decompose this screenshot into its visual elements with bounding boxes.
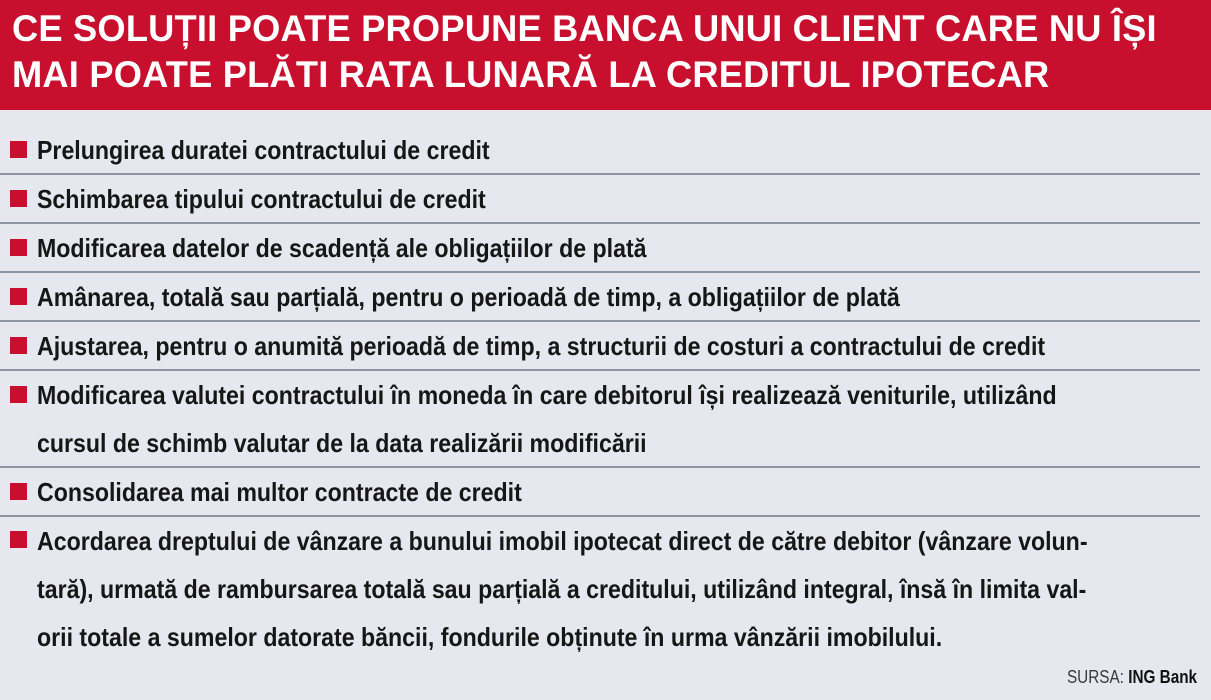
square-bullet-icon: [10, 239, 27, 256]
list-item: [0, 273, 1200, 322]
list-item: [0, 371, 1200, 468]
list-item: [0, 224, 1200, 273]
list-item-text: Modificarea valutei contractului în moneda în care debitorul își realizează veniturile, utilizând cursul de schimb valutar de la data realizării modificării: [37, 380, 1057, 458]
square-bullet-icon: [10, 337, 27, 354]
list-item-text: Schimbarea tipului contractului de credit: [37, 184, 486, 214]
header-banner: [0, 0, 1211, 110]
list-item-text: Consolidarea mai multor contracte de credit: [37, 477, 522, 507]
square-bullet-icon: [10, 483, 27, 500]
page-title: [12, 6, 1168, 98]
square-bullet-icon: [10, 288, 27, 305]
source-credit: [1067, 667, 1197, 688]
source-name: ING Bank: [1128, 667, 1197, 687]
list-item-text: Amânarea, totală sau parțială, pentru o perioadă de timp, a obligațiilor de plată: [37, 282, 900, 312]
list-item: [0, 175, 1200, 224]
list-item: [0, 468, 1200, 517]
square-bullet-icon: [10, 531, 27, 548]
list-item-text: Modificarea datelor de scadență ale obligațiilor de plată: [37, 233, 647, 263]
source-label: SURSA:: [1066, 667, 1124, 687]
list-item: [0, 322, 1200, 371]
list-item: [0, 517, 1200, 665]
list-item: [0, 126, 1200, 175]
list-item-text: Ajustarea, pentru o anumită perioadă de timp, a structurii de costuri a contractului de credit: [37, 331, 1046, 361]
square-bullet-icon: [10, 386, 27, 403]
square-bullet-icon: [10, 141, 27, 158]
square-bullet-icon: [10, 190, 27, 207]
title-line-2: MAI POATE PLĂTI RATA LUNARĂ LA CREDITUL IPOTECAR: [12, 54, 1050, 95]
list-item-text: Prelungirea duratei contractului de credit: [37, 135, 490, 165]
title-line-1: CE SOLUȚII POATE PROPUNE BANCA UNUI CLIENT CARE NU ÎȘI: [12, 8, 1157, 49]
solutions-list: [0, 126, 1200, 665]
list-item-text: Acordarea dreptului de vânzare a bunului imobil ipotecat direct de către debitor (vânzare volun- tară), urmată de rambursarea totală sau parțială a creditului, utilizând integral, însă în limita val- orii totale a sumelor datorate băncii, fondurile obținute în urma vânzării imobilului.: [37, 526, 1088, 652]
